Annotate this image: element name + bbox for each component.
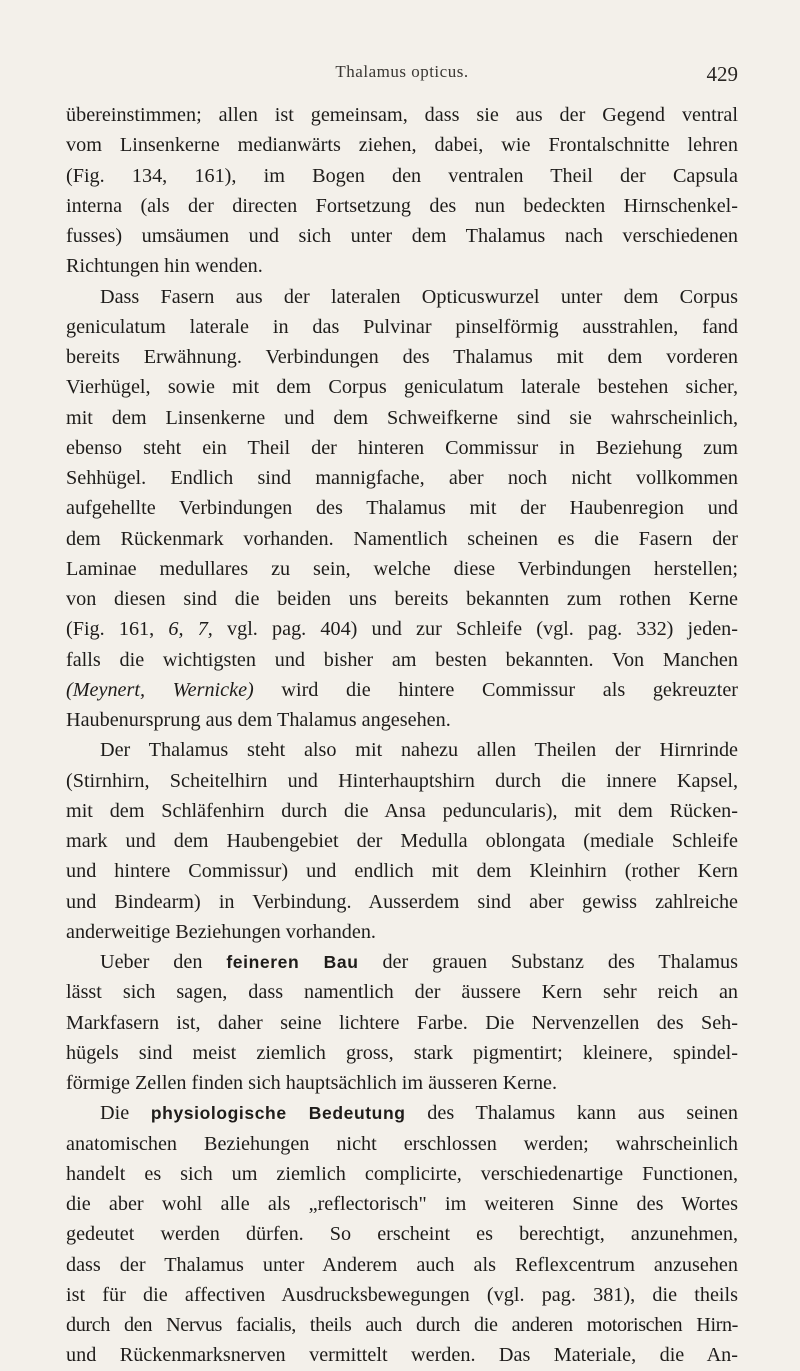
text-line: mark und dem Haubengebiet der Medulla oblongata (mediale Schleife [66, 830, 738, 852]
text-line: handelt es sich um ziemlich complicirte, verschiedenartige Functionen, [66, 1162, 738, 1185]
text-line: anderweitige Beziehungen vorhanden. [66, 920, 376, 943]
text-line: geniculatum laterale in das Pulvinar pinselförmig ausstrahlen, fand [66, 315, 738, 338]
text-line: Laminae medullares zu sein, welche diese Verbindungen herstellen; [66, 557, 738, 580]
text-line: und hintere Commissur) und endlich mit dem Kleinhirn (rother Kern [66, 860, 738, 883]
text-line: bereits Erwähnung. Verbindungen des Thalamus mit dem vorderen [66, 346, 738, 368]
text-line: und Bindearm) in Verbindung. Ausserdem sind aber gewiss zahlreiche [66, 890, 738, 913]
text-line: anatomischen Beziehungen nicht erschlossen werden; wahrscheinlich [66, 1132, 738, 1155]
text-line: (Fig. 134, 161), im Bogen den ventralen Theil der Capsula [66, 164, 738, 187]
text-line: dem Rückenmark vorhanden. Namentlich scheinen es die Fasern der [66, 527, 738, 550]
text-line: gedeutet werden dürfen. So erscheint es berechtigt, anzunehmen, [66, 1223, 738, 1246]
text-line: Der Thalamus steht also mit nahezu allen Theilen der Hirnrinde [100, 739, 738, 762]
text-line: hügels sind meist ziemlich gross, stark pigmentirt; kleinere, spindel- [66, 1041, 738, 1064]
text-line: durch den Nervus facialis, theils auch durch die anderen motorischen Hirn- [66, 1314, 738, 1336]
text-line: Haubenursprung aus dem Thalamus angesehen. [66, 709, 451, 731]
emphasis-heading: physiologische Bedeutung [150, 1103, 406, 1124]
text-line: von diesen sind die beiden uns bereits bekannten zum rothen Kerne [66, 588, 738, 610]
text-line: die aber wohl alle als „reflectorisch" im weiteren Sinne des Wortes [66, 1193, 738, 1215]
text-line: aufgehellte Verbindungen des Thalamus mit der Haubenregion und [66, 497, 738, 520]
text-line: vom Linsenkerne medianwärts ziehen, dabei, wie Frontalschnitte lehren [66, 134, 738, 157]
text-line: Richtungen hin wenden. [66, 255, 263, 278]
text-line: förmige Zellen finden sich hauptsächlich im äusseren Kerne. [66, 1072, 558, 1094]
running-title: Thalamus opticus. [335, 62, 469, 81]
text-line: übereinstimmen; allen ist gemeinsam, dass sie aus der Gegend ventral [66, 104, 738, 126]
text-line: fusses) umsäumen und sich unter dem Thalamus nach verschiedenen [66, 225, 738, 247]
emphasis-heading: feineren Bau [226, 952, 359, 972]
text-line: Dass Fasern aus der lateralen Opticuswurzel unter dem Corpus [100, 285, 738, 308]
text-line: Markfasern ist, daher seine lichtere Farbe. Die Nervenzellen des Seh- [66, 1011, 738, 1034]
text-line: Ueber den feineren Bau der grauen Substanz des Thalamus [100, 951, 738, 973]
text-line: mit dem Schläfenhirn durch die Ansa peduncularis), mit dem Rücken- [66, 799, 738, 822]
body-text [66, 100, 738, 1371]
text-line: (Fig. 161, 6, 7, vgl. pag. 404) und zur Schleife (vgl. pag. 332) jeden- [66, 618, 738, 641]
text-line: Vierhügel, sowie mit dem Corpus geniculatum laterale bestehen sicher, [66, 376, 738, 399]
running-head [66, 62, 738, 88]
figure-reference: 6, 7, [168, 618, 213, 641]
text-line: interna (als der directen Fortsetzung des nun bedeckten Hirnschenkel- [66, 194, 738, 217]
text-line: dass der Thalamus unter Anderem auch als Reflexcentrum anzusehen [66, 1253, 738, 1276]
text-line: ist für die affectiven Ausdrucksbewegungen (vgl. pag. 381), die theils [66, 1283, 738, 1306]
text-line: lässt sich sagen, dass namentlich der äussere Kern sehr reich an [66, 981, 738, 1004]
text-line: (Meynert, Wernicke) wird die hintere Commissur als gekreuzter [66, 678, 738, 701]
text-line: falls die wichtigsten und bisher am besten bekannten. Von Manchen [66, 648, 738, 671]
text-line: Die physiologische Bedeutung des Thalamus kann aus seinen [100, 1102, 738, 1125]
text-line: mit dem Linsenkerne und dem Schweifkerne sind sie wahrscheinlich, [66, 406, 738, 429]
text-line: und Rückenmarksnerven vermittelt werden. Das Materiale, die An- [66, 1344, 738, 1367]
text-line: Sehhügel. Endlich sind mannigfache, aber noch nicht vollkommen [66, 467, 738, 489]
text-line: (Stirnhirn, Scheitelhirn und Hinterhauptshirn durch die innere Kapsel, [66, 769, 738, 792]
page-number: 429 [706, 62, 738, 86]
text-line: ebenso steht ein Theil der hinteren Commissur in Beziehung zum [66, 436, 738, 459]
author-names: (Meynert, Wernicke) [66, 678, 254, 701]
